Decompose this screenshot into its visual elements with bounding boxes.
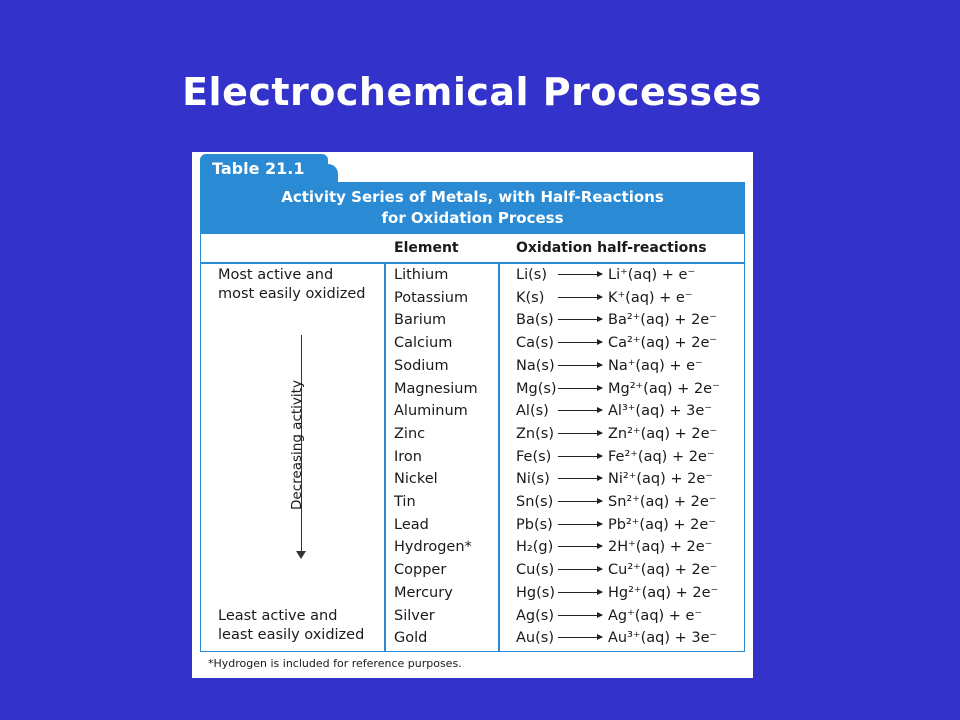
reaction-arrow-icon [558, 456, 602, 457]
reaction-arrow-icon [558, 569, 602, 570]
reaction-arrow-icon [558, 365, 602, 366]
products: Ag⁺(aq) + e⁻ [608, 607, 703, 624]
reaction-arrow-icon [558, 637, 602, 638]
reaction-arrow-icon [558, 433, 602, 434]
table-row [192, 355, 753, 378]
reaction-arrow-icon [558, 388, 602, 389]
table-caption-line-2: for Oxidation Process [381, 209, 564, 227]
reactant: Ni(s) [516, 471, 550, 488]
reactant: Pb(s) [516, 516, 553, 533]
reactant: Mg(s) [516, 380, 557, 397]
reaction-arrow-icon [558, 546, 602, 547]
reactant: Cu(s) [516, 562, 555, 579]
reaction-arrow-icon [558, 274, 602, 275]
products: Li⁺(aq) + e⁻ [608, 267, 696, 283]
table-caption-line-1: Activity Series of Metals, with Half-Reactions [281, 188, 664, 206]
element-name: Lithium [394, 267, 449, 283]
products: 2H⁺(aq) + 2e⁻ [608, 539, 713, 556]
element-name: Nickel [394, 471, 438, 488]
decreasing-activity-label: Decreasing activity [289, 380, 305, 510]
reactant: Ca(s) [516, 335, 554, 352]
reaction-arrow-icon [558, 319, 602, 320]
table-row [192, 468, 753, 491]
element-name: Aluminum [394, 403, 468, 420]
table-row [192, 605, 753, 628]
table-row [192, 582, 753, 605]
reactant: Na(s) [516, 357, 555, 374]
element-name: Iron [394, 448, 422, 465]
element-name: Silver [394, 607, 435, 624]
reactant: Al(s) [516, 403, 549, 420]
table-row [192, 627, 753, 650]
table-row [192, 332, 753, 355]
reaction-arrow-icon [558, 501, 602, 502]
element-name: Gold [394, 630, 428, 647]
element-name: Lead [394, 516, 429, 533]
reactant: Au(s) [516, 630, 554, 647]
reaction-arrow-icon [558, 478, 602, 479]
table-row [192, 514, 753, 537]
products: Mg²⁺(aq) + 2e⁻ [608, 380, 720, 397]
products: Zn²⁺(aq) + 2e⁻ [608, 425, 718, 442]
products: Al³⁺(aq) + 3e⁻ [608, 403, 712, 420]
column-header-reactions: Oxidation half-reactions [516, 240, 707, 256]
table-row [192, 287, 753, 310]
reactant: Li(s) [516, 267, 547, 283]
reaction-arrow-icon [558, 410, 602, 411]
table-row [192, 536, 753, 559]
element-name: Calcium [394, 335, 453, 352]
element-name: Barium [394, 312, 447, 329]
products: Cu²⁺(aq) + 2e⁻ [608, 562, 718, 579]
reactant: Fe(s) [516, 448, 552, 465]
products: K⁺(aq) + e⁻ [608, 289, 693, 306]
table-footnote: *Hydrogen is included for reference purposes. [208, 657, 462, 670]
element-name: Hydrogen* [394, 539, 472, 556]
least-active-note-line-1: Least active and [218, 608, 338, 624]
products: Au³⁺(aq) + 3e⁻ [608, 630, 718, 647]
products: Ba²⁺(aq) + 2e⁻ [608, 312, 717, 329]
products: Sn²⁺(aq) + 2e⁻ [608, 494, 717, 510]
table-row [192, 400, 753, 423]
reaction-arrow-icon [558, 524, 602, 525]
products: Na⁺(aq) + e⁻ [608, 357, 703, 374]
element-name: Magnesium [394, 380, 478, 397]
column-header-element: Element [394, 240, 459, 256]
table-row [192, 446, 753, 469]
element-name: Copper [394, 562, 447, 579]
table-row [192, 559, 753, 582]
element-name: Zinc [394, 425, 426, 442]
reactant: K(s) [516, 289, 545, 306]
reaction-arrow-icon [558, 615, 602, 616]
products: Ca²⁺(aq) + 2e⁻ [608, 335, 718, 352]
table-row [192, 423, 753, 446]
reaction-arrow-icon [558, 342, 602, 343]
reactant: Hg(s) [516, 584, 555, 601]
table-row [192, 309, 753, 332]
reactant: Sn(s) [516, 494, 554, 510]
most-active-note-line-2: most easily oxidized [218, 286, 366, 302]
element-name: Tin [394, 494, 416, 510]
element-name: Mercury [394, 584, 453, 601]
products: Hg²⁺(aq) + 2e⁻ [608, 584, 719, 601]
reactant: Ba(s) [516, 312, 554, 329]
table-caption [200, 182, 745, 234]
element-name: Sodium [394, 357, 449, 374]
reactant: Ag(s) [516, 607, 554, 624]
products: Ni²⁺(aq) + 2e⁻ [608, 471, 713, 488]
products: Pb²⁺(aq) + 2e⁻ [608, 516, 716, 533]
reactant: Zn(s) [516, 425, 554, 442]
slide-title: Electrochemical Processes [182, 70, 762, 114]
reaction-arrow-icon [558, 297, 602, 298]
reaction-arrow-icon [558, 592, 602, 593]
products: Fe²⁺(aq) + 2e⁻ [608, 448, 715, 465]
reactant: H₂(g) [516, 539, 554, 556]
most-active-note-line-1: Most active and [218, 267, 334, 283]
element-name: Potassium [394, 289, 469, 306]
least-active-note-line-2: least easily oxidized [218, 627, 365, 643]
table-row [192, 491, 753, 514]
table-number-tab: Table 21.1 [200, 154, 328, 182]
table-row [192, 264, 753, 287]
table-row [192, 378, 753, 401]
activity-series-table-figure [192, 152, 753, 678]
